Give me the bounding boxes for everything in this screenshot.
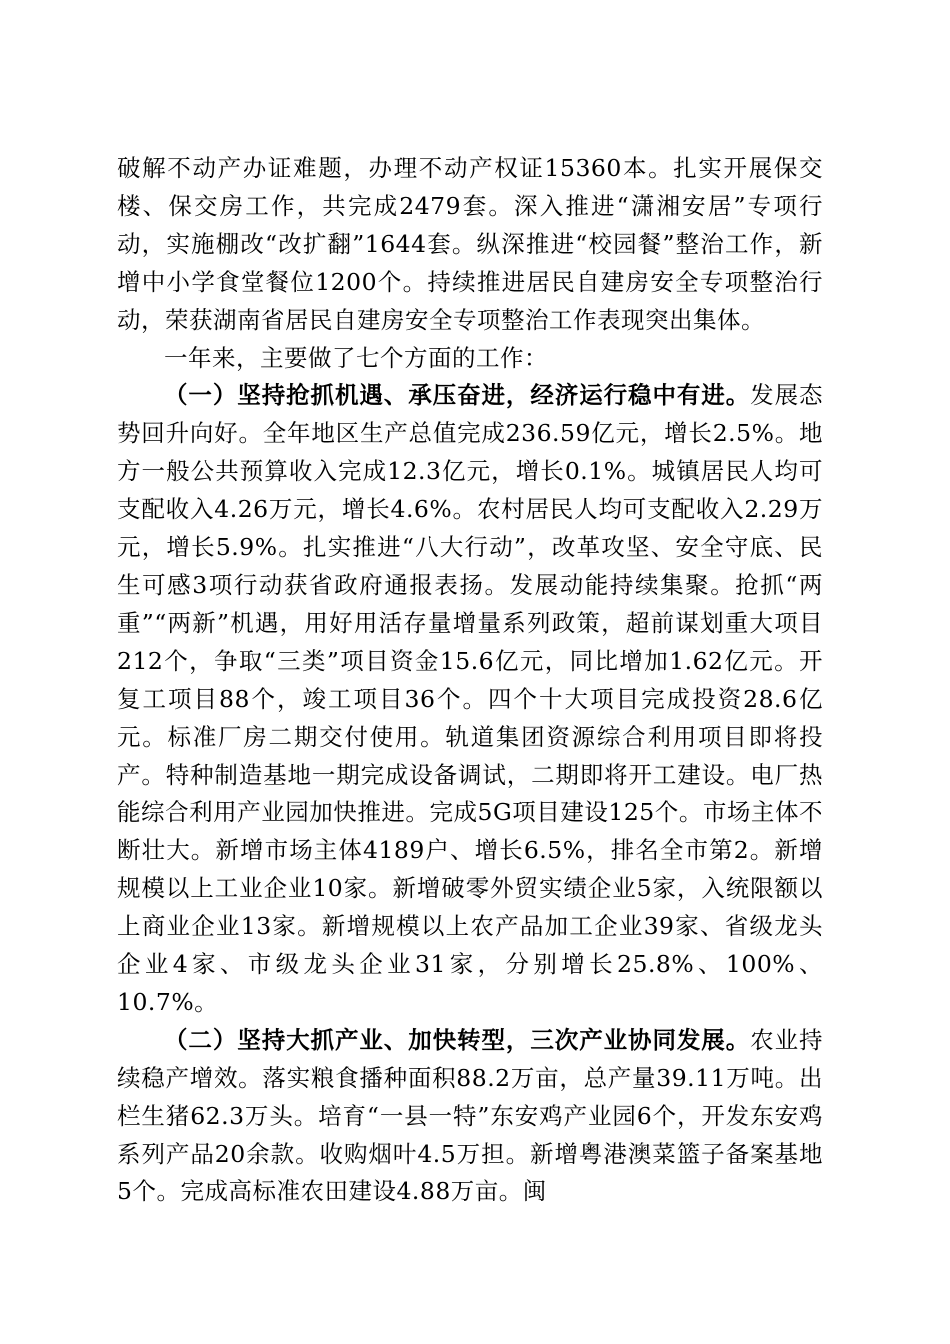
paragraph-text: 农业持续稳产增效。落实粮食播种面积88.2万亩，总产量39.11万吨。出栏生猪62.3万头。培育“一县一特”东安鸡产业园6个，开发东安鸡系列产品20余款。收购烟叶4.5万担。新增粤港澳菜篮子备案基地5个。完成高标准农田建设4.88万亩。闽 <box>117 1025 824 1206</box>
paragraph-text: 发展态势回升向好。全年地区生产总值完成236.59亿元，增长2.5%。地方一般公共预算收入完成12.3亿元，增长0.1%。城镇居民人均可支配收入4.26万元，增长4.6%。农村居民人均可支配收入2.29万元，增长5.9%。扎实推进“八大行动”，改革攻坚、安全守底、民生可感3项行动获省政府通报表扬。发展动能持续集聚。抢抓“两重”“两新”机遇，用好用活存量增量系列政策，超前谋划重大项目212个，争取“三类”项目资金15.6亿元，同比增加1.62亿元。开复工项目88个，竣工项目36个。四个十大项目完成投资28.6亿元。标准厂房二期交付使用。轨道集团资源综合利用项目即将投产。特种制造基地一期完成设备调试，二期即将开工建设。电厂热能综合利用产业园加快推进。完成5G项目建设125个。市场主体不断壮大。新增市场主体4189户、增长6.5%，排名全市第2。新增规模以上工业企业10家。新增破零外贸实绩企业5家，入统限额以上商业企业13家。新增规模以上农产品加工企业39家、省级龙头企业4家、市级龙头企业31家，分别增长25.8%、100%、10.7%。 <box>117 381 824 1016</box>
paragraph-section-one <box>117 377 823 1021</box>
paragraph-overview <box>117 340 823 378</box>
paragraph-section-two <box>117 1022 823 1212</box>
section-heading: （二）坚持大抓产业、加快转型，三次产业协同发展。 <box>164 1025 751 1054</box>
section-heading: （一）坚持抢抓机遇、承压奋进，经济运行稳中有进。 <box>164 381 751 410</box>
document-body <box>117 150 823 1211</box>
paragraph-continuation <box>117 150 823 340</box>
paragraph-text: 破解不动产办证难题，办理不动产权证15360本。扎实开展保交楼、保交房工作，共完成2479套。深入推进“潇湘安居”专项行动，实施棚改“改扩翻”1644套。纵深推进“校园餐”整治工作，新增中小学食堂餐位1200个。持续推进居民自建房安全专项整治行动，荣获湖南省居民自建房安全专项整治工作表现突出集体。 <box>117 154 823 334</box>
paragraph-text: 一年来，主要做了七个方面的工作： <box>164 343 548 372</box>
